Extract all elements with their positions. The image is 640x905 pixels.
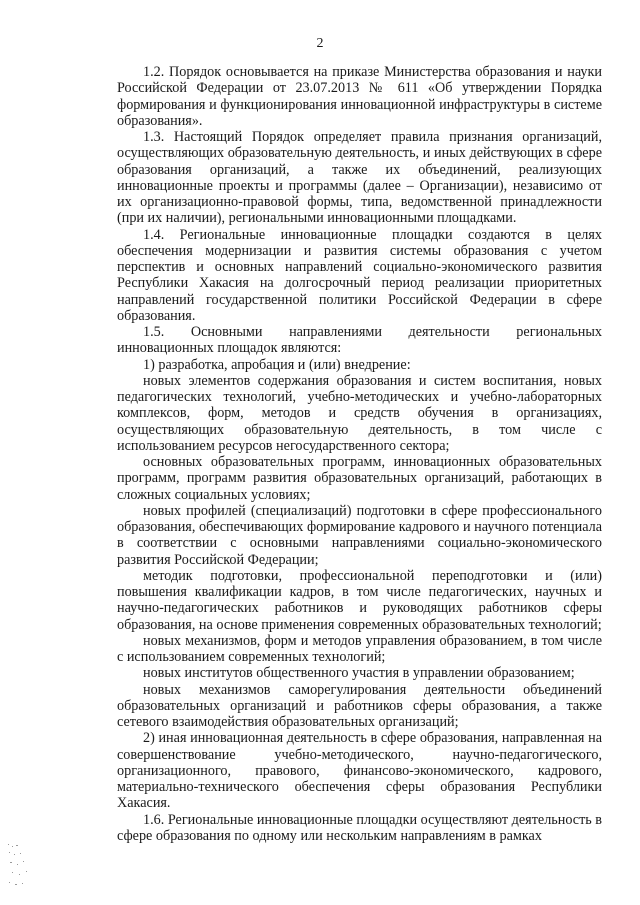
paragraph-1-4: 1.4. Региональные инновационные площадки создаются в целях обеспечения модернизации и развития системы образования с учетом перспектив и основных направлений социально-экономического развития Республики Хакасия на долгосрочный период реализации приоритетных направлений государственной политики Российской Федерации в сфере образования. — [117, 226, 602, 324]
paragraph-1-5: 1.5. Основными направлениями деятельности региональных инновационных площадок являются: — [117, 324, 602, 357]
page-number: 2 — [316, 36, 324, 51]
document-text — [117, 64, 602, 844]
paragraph-1-2: 1.2. Порядок основывается на приказе Министерства образования и науки Российской Федерации от 23.07.2013 № 611 «Об утверждении Порядка формирования и функционирования инновационной инфраструктуры в системе образования». — [117, 64, 602, 129]
list-item-2: 2) иная инновационная деятельность в сфере образования, направленная на совершенствование учебно-методического, научно-педагогического, организационного, правового, финансово-экономического, кадрового, материально-технического обеспечения сферы образования Республики Хакасия. — [117, 730, 602, 812]
sub-item-management-mechanisms: новых механизмов, форм и методов управления образованием, в том числе с использованием современных технологий; — [117, 632, 602, 665]
sub-item-training-methods: методик подготовки, профессиональной переподготовки и (или) повышения квалификации кадров, в том числе педагогических, научных и научно-педагогических работников и руководящих работников сферы образования, на основе применения современных образовательных технологий; — [117, 567, 602, 633]
list-item-1: 1) разработка, апробация и (или) внедрение: — [143, 356, 411, 373]
paragraph-1-6: 1.6. Региональные инновационные площадки осуществляют деятельность в сфере образования по одному или нескольким направлениям в рамках — [117, 811, 602, 844]
sub-item-public-participation: новых институтов общественного участия в управлении образованием; — [143, 665, 575, 682]
sub-item-self-regulation: новых механизмов саморегулирования деятельности объединений образовательных организаций и работников сферы образования, а также сетевого взаимодействия образовательных организаций; — [117, 681, 602, 730]
sub-item-educational-programs: основных образовательных программ, инновационных образовательных программ, программ развития образовательных организаций, работающих в сложных социальных условиях; — [117, 454, 602, 503]
sub-item-training-profiles: новых профилей (специализаций) подготовки в сфере профессионального образования, обеспечивающих формирование кадрового и научного потенциала в соответствии с основными направлениями социально-экономического развития Российской Федерации; — [117, 502, 602, 568]
scan-noise-marks — [6, 842, 46, 892]
sub-item-content-elements: новых элементов содержания образования и систем воспитания, новых педагогических технологий, учебно-методических и учебно-лабораторных комплексов, форм, методов и средств обучения в организациях, осуществляющих образовательную деятельность, в том числе с использованием ресурсов негосударственного сектора; — [117, 372, 602, 454]
paragraph-1-3: 1.3. Настоящий Порядок определяет правила признания организаций, осуществляющих образовательную деятельность, и иных действующих в сфере образования организаций, а также их объединений, реализующих инновационные проекты и программы (далее – Организации), независимо от их организационно-правовой формы, типа, ведомственной принадлежности (при их наличии), региональными инновационными площадками. — [117, 129, 602, 227]
